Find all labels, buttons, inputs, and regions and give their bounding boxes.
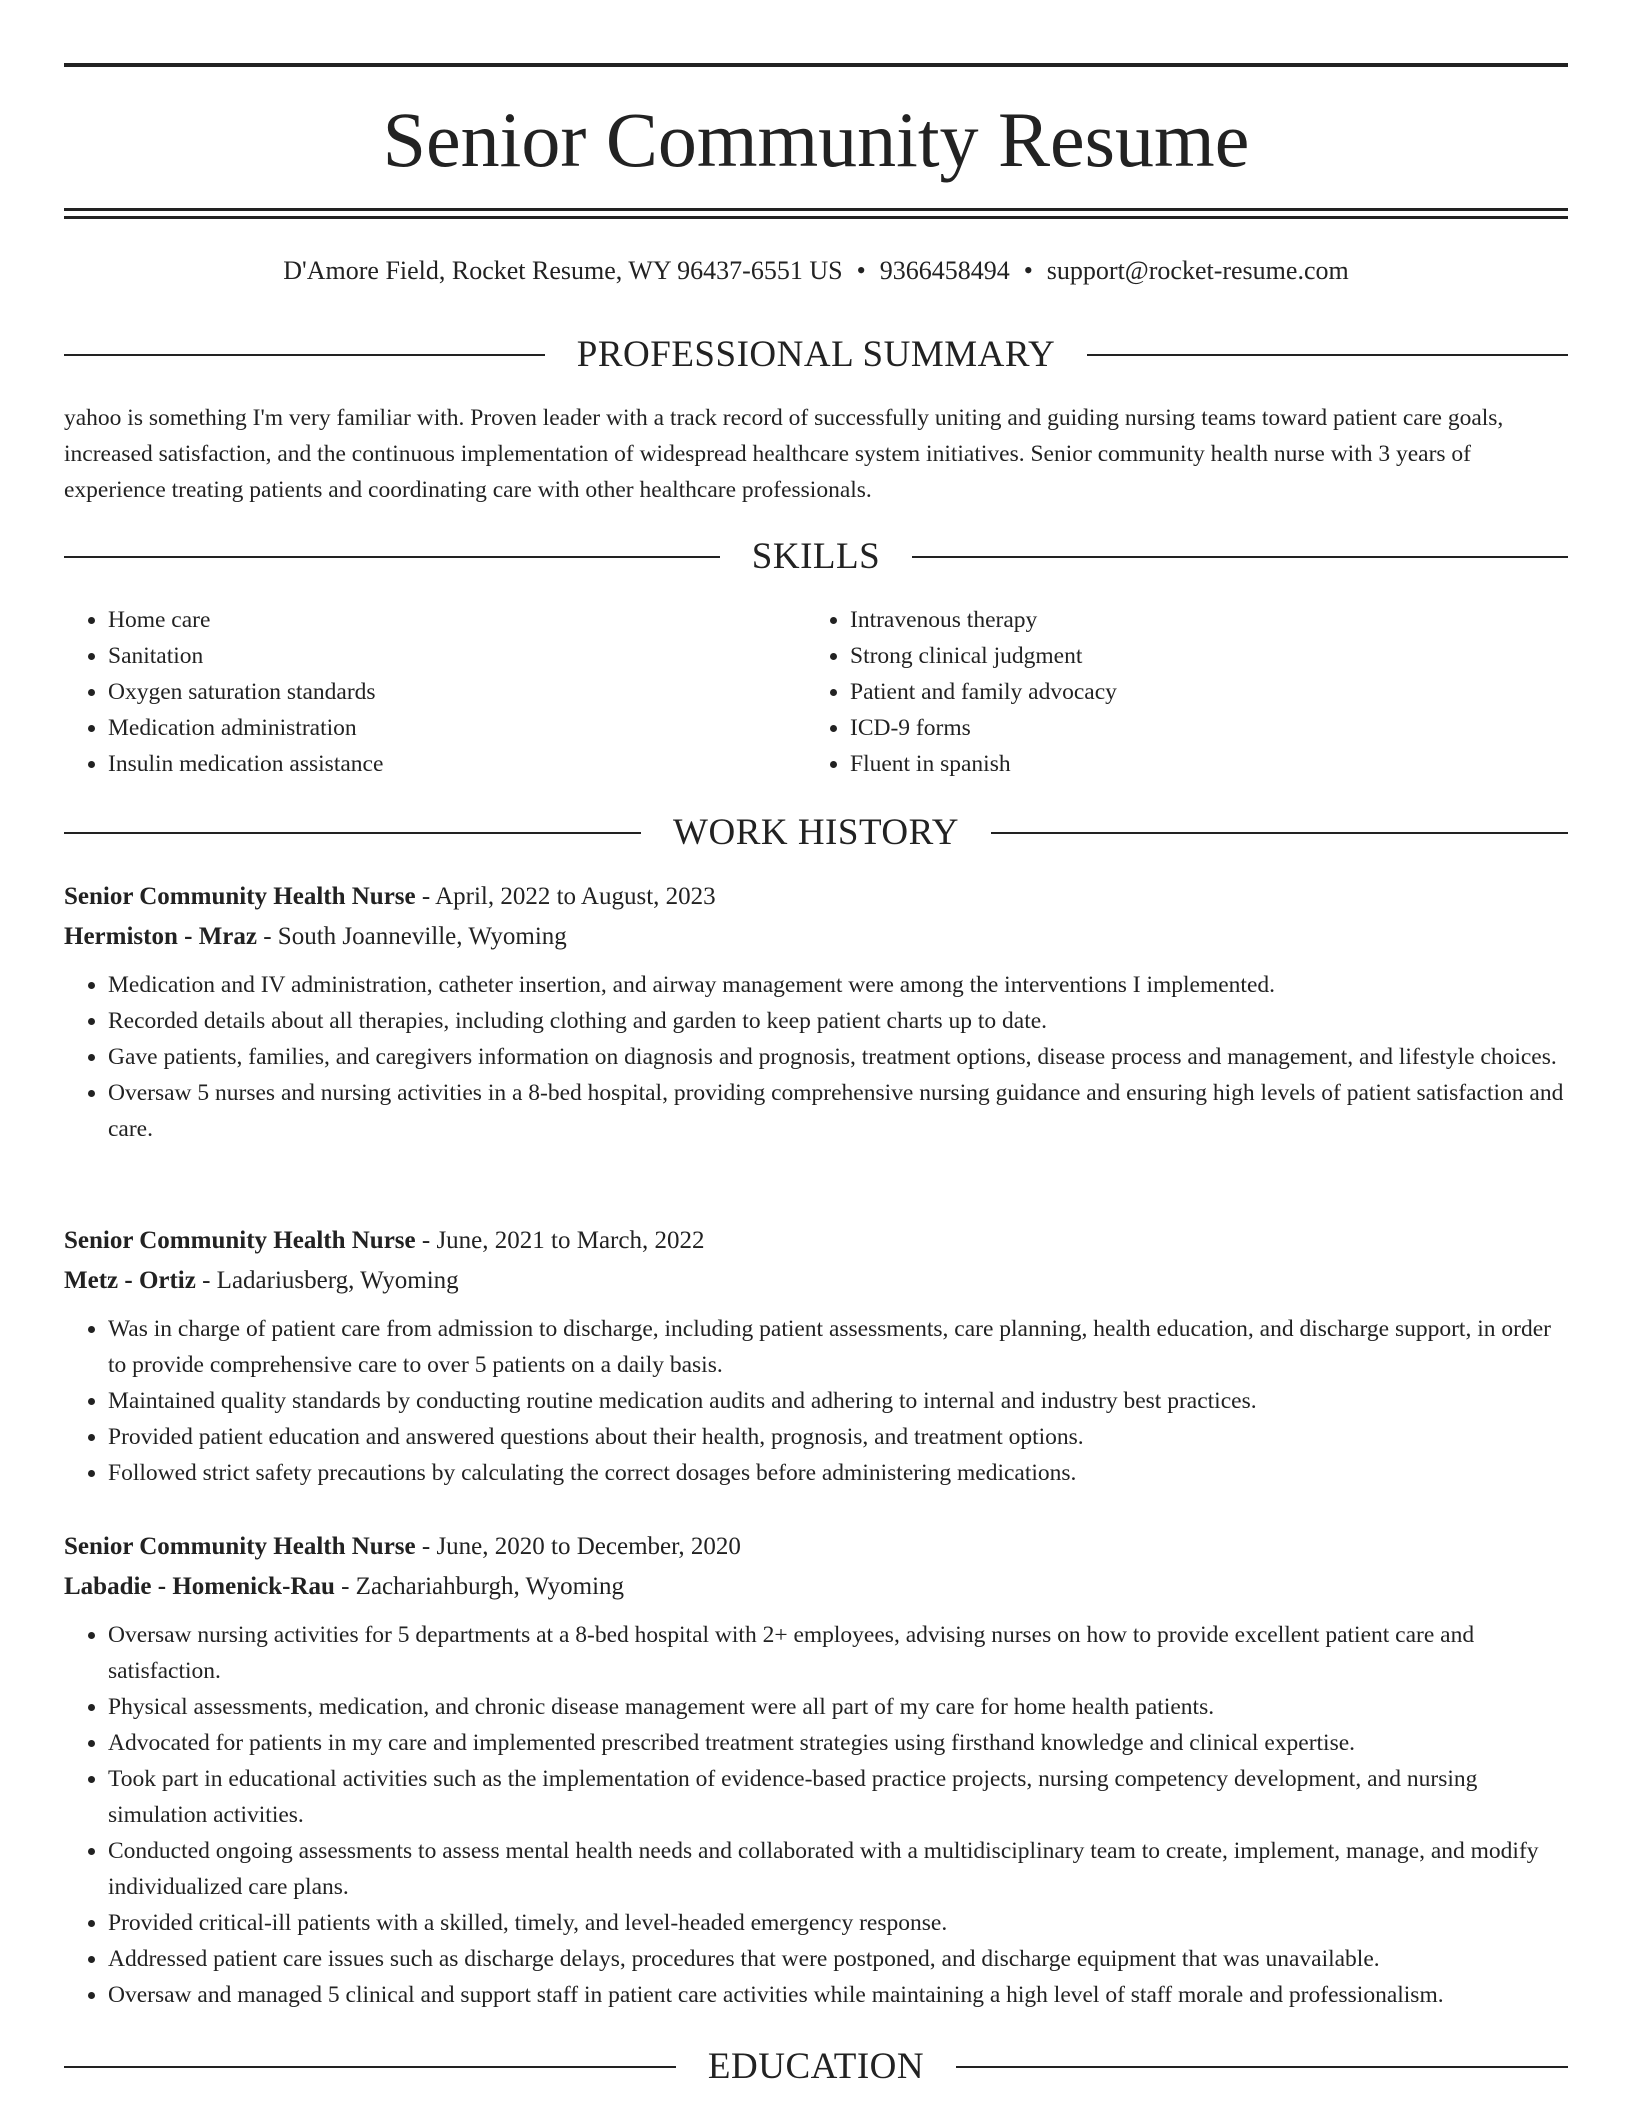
job-location: - Ladariusberg, Wyoming [195, 1267, 459, 1294]
job-bullet: • Provided patient education and answered questions about their health, prognosis, and treatment options. [108, 1419, 1568, 1455]
job-title-line [64, 877, 1568, 917]
job-bullet: • Oversaw 5 nurses and nursing activities in a 8-bed hospital, providing comprehensive nursing guidance and ensuring high levels of patient satisfaction and care. [108, 1075, 1568, 1147]
heading-rule [64, 354, 545, 356]
job-employer: Hermiston - Mraz [64, 923, 257, 950]
contact-line [64, 254, 1568, 288]
job-title-line [64, 1527, 1568, 1567]
skills-column-right [806, 602, 1548, 782]
skill-item: • Strong clinical judgment [850, 638, 1548, 674]
job-bullet: • Gave patients, families, and caregivers information on diagnosis and prognosis, treatment options, disease process and management, and lifestyle choices. [108, 1039, 1568, 1075]
job-employer-line [64, 1567, 1568, 1607]
job-entry [64, 1527, 1568, 2013]
job-dates: - April, 2022 to August, 2023 [415, 883, 716, 910]
section-title: EDUCATION [707, 2046, 925, 2087]
job-bullet: • Physical assessments, medication, and chronic disease management were all part of my care for home health patients. [108, 1689, 1568, 1725]
contact-phone: 9366458494 [879, 256, 1010, 285]
job-entry [64, 877, 1568, 1147]
skill-item: • Fluent in spanish [850, 746, 1548, 782]
contact-separator: • [856, 256, 866, 285]
job-employer: Metz - Ortiz [64, 1267, 196, 1294]
skill-item: • ICD-9 forms [850, 710, 1548, 746]
job-entry [64, 1221, 1568, 1491]
job-employer: Labadie - Homenick-Rau [64, 1573, 335, 1600]
title-rule-upper [64, 208, 1568, 211]
skill-item: • Sanitation [108, 638, 806, 674]
skill-item: • Medication administration [108, 710, 806, 746]
job-role: Senior Community Health Nurse [64, 883, 416, 910]
contact-address: D'Amore Field, Rocket Resume, WY 96437-6551 US [283, 256, 843, 285]
job-bullet: • Maintained quality standards by conducting routine medication audits and adhering to internal and industry best practices. [108, 1383, 1568, 1419]
job-employer-line [64, 1261, 1568, 1301]
skill-item: • Home care [108, 602, 806, 638]
job-title-line [64, 1221, 1568, 1261]
job-bullet: • Oversaw nursing activities for 5 departments at a 8-bed hospital with 2+ employees, advising nurses on how to provide excellent patient care and satisfaction. [108, 1617, 1568, 1689]
job-bullet: • Oversaw and managed 5 clinical and support staff in patient care activities while maintaining a high level of staff morale and professionalism. [108, 1977, 1568, 2013]
section-title: PROFESSIONAL SUMMARY [576, 334, 1056, 375]
section-heading-work [64, 811, 1568, 855]
heading-rule [991, 832, 1568, 834]
skill-item: • Insulin medication assistance [108, 746, 806, 782]
heading-rule [64, 2066, 676, 2068]
job-role: Senior Community Health Nurse [64, 1227, 416, 1254]
job-bullet: • Provided critical-ill patients with a skilled, timely, and level-headed emergency response. [108, 1905, 1568, 1941]
job-bullet: • Conducted ongoing assessments to assess mental health needs and collaborated with a multidisciplinary team to create, implement, manage, and modify individualized care plans. [108, 1833, 1568, 1905]
heading-rule [912, 556, 1568, 558]
job-bullet: • Followed strict safety precautions by calculating the correct dosages before administering medications. [108, 1455, 1568, 1491]
resume-title: Senior Community Resume [382, 96, 1250, 183]
section-title: SKILLS [751, 536, 881, 577]
contact-separator: • [1023, 256, 1033, 285]
job-employer-line [64, 917, 1568, 957]
job-location: - South Joanneville, Wyoming [256, 923, 567, 950]
job-dates: - June, 2020 to December, 2020 [415, 1533, 741, 1560]
skills-list [64, 602, 1568, 782]
title-rule-lower [64, 216, 1568, 219]
job-bullet: • Addressed patient care issues such as discharge delays, procedures that were postponed, and discharge equipment that was unavailable. [108, 1941, 1568, 1977]
contact-email: support@rocket-resume.com [1046, 256, 1349, 285]
section-title: WORK HISTORY [673, 812, 959, 853]
section-heading-skills [64, 535, 1568, 579]
section-heading-education [64, 2045, 1568, 2089]
job-bullet: • Took part in educational activities such as the implementation of evidence-based practice projects, nursing competency development, and nursing simulation activities. [108, 1761, 1568, 1833]
job-bullet: • Advocated for patients in my care and implemented prescribed treatment strategies using firsthand knowledge and clinical expertise. [108, 1725, 1568, 1761]
skills-column-left [64, 602, 806, 782]
heading-rule [1087, 354, 1568, 356]
skill-item: • Patient and family advocacy [850, 674, 1548, 710]
job-role: Senior Community Health Nurse [64, 1533, 416, 1560]
heading-rule [64, 832, 641, 834]
job-location: - Zachariahburgh, Wyoming [334, 1573, 625, 1600]
summary-text: yahoo is something I'm very familiar with. Proven leader with a track record of successfully uniting and guiding nursing teams toward patient care goals, increased satisfaction, and the continuous implementation of widespread healthcare system initiatives. Senior community health nurse with 3 years of experience treating patients and coordinating care with other healthcare professionals. [64, 405, 1504, 503]
skill-item: • Intravenous therapy [850, 602, 1548, 638]
heading-rule [956, 2066, 1568, 2068]
section-heading-summary [64, 333, 1568, 377]
job-bullet: • Medication and IV administration, catheter insertion, and airway management were among the interventions I implemented. [108, 967, 1568, 1003]
heading-rule [64, 556, 720, 558]
job-bullet: • Was in charge of patient care from admission to discharge, including patient assessments, care planning, health education, and discharge support, in order to provide comprehensive care to over 5 patients on a daily basis. [108, 1311, 1568, 1383]
job-bullets [64, 967, 1568, 1147]
job-bullet: • Recorded details about all therapies, including clothing and garden to keep patient charts up to date. [108, 1003, 1568, 1039]
job-dates: - June, 2021 to March, 2022 [415, 1227, 705, 1254]
job-bullets [64, 1311, 1568, 1491]
skill-item: • Oxygen saturation standards [108, 674, 806, 710]
top-rule [64, 63, 1568, 67]
job-bullets [64, 1617, 1568, 2013]
